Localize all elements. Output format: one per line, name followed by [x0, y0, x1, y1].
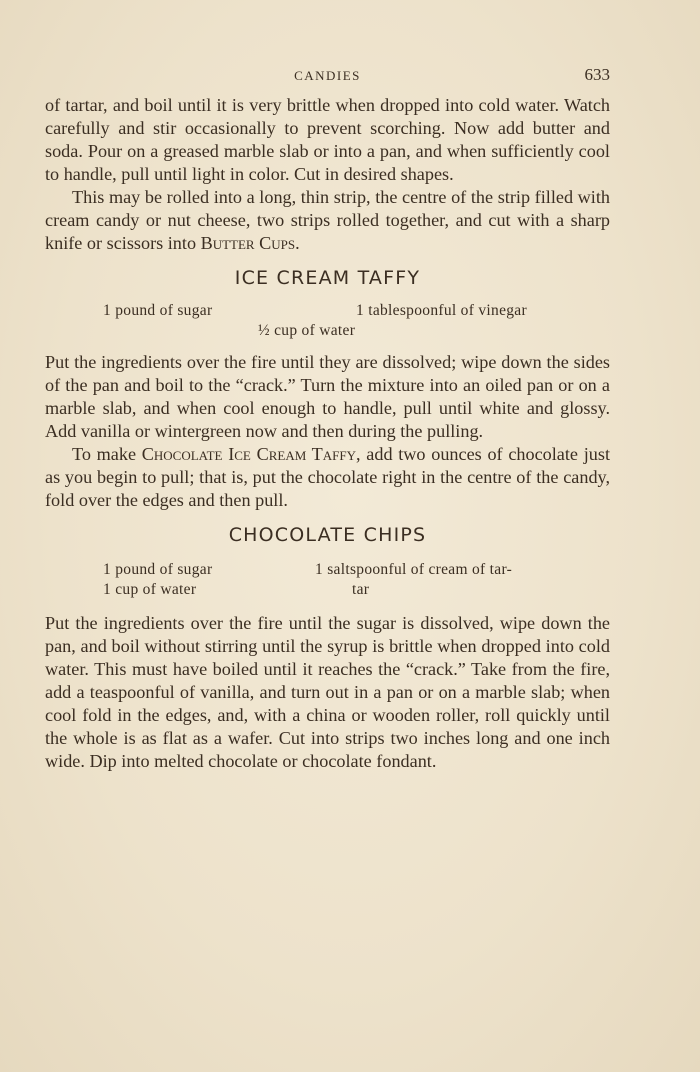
running-title: CANDIES: [294, 68, 361, 83]
recipe-title-ice-cream-taffy: ICE CREAM TAFFY: [234, 267, 421, 289]
small-caps-term: Chocolate Ice Cream Taffy: [141, 444, 357, 464]
ice-cream-taffy-paragraph-2: [45, 443, 610, 512]
chocolate-chips-paragraph-1: Put the ingredients over the fire until the sugar is dissolved, wipe down the pan, and boil without stirring until the syrup is brittle when dropped into cold water. This must have boiled until it reaches the “crack.” Take from the fire, add a teaspoonful of vanilla, and turn out in a pan or on a marble slab; when cool fold in the edges, and, with a china or wooden roller, roll quickly until the whole is as flat as a wafer. Cut into strips two inches long and one inch wide. Dip into melted chocolate or chocolate fondant.: [45, 613, 610, 771]
ingredient-list-ice-cream-taffy: [45, 301, 610, 345]
page-header: [45, 60, 610, 94]
book-page: [45, 60, 610, 773]
ingredient-list-chocolate-chips: [45, 560, 610, 604]
recipe-title-chocolate-chips: CHOCOLATE CHIPS: [228, 524, 427, 546]
ingredient-item: 1 tablespoonful of vinegar: [356, 302, 527, 319]
page-number: 633: [584, 65, 610, 84]
text-run: .: [295, 233, 300, 253]
ingredient-item: ½ cup of water: [258, 322, 356, 339]
text-run: This may be rolled into a long, thin strip, the centre of the strip filled with cream candy or nut cheese, two strips rolled together, and cut with a sharp knife or scissors into: [45, 187, 610, 253]
ingredient-item: 1 saltspoonful of cream of tar-: [315, 561, 513, 578]
butter-cups-paragraph-1: of tartar, and boil until it is very brittle when dropped into cold water. Watch carefully and stir occasionally to prevent scorching. Now add butter and soda. Pour on a greased marble slab or into a pan, and when sufficiently cool to handle, pull until light in color. Cut in desired shapes.: [45, 95, 610, 184]
ingredient-item: 1 pound of sugar: [103, 561, 213, 578]
text-run: , add two ounces of chocolate just as you begin to pull; that is, put the chocolate right in the centre of the candy, fold over the edges and then pull.: [45, 444, 610, 510]
ingredient-item: 1 cup of water: [103, 581, 197, 598]
ice-cream-taffy-paragraph-1: Put the ingredients over the fire until they are dissolved; wipe down the sides of the pan and boil to the “crack.” Turn the mixture into an oiled pan or on a marble slab, and when cool enough to handle, pull until white and glossy. Add vanilla or wintergreen now and then during the pulling.: [45, 352, 610, 441]
text-run: To make: [72, 444, 142, 464]
butter-cups-paragraph-2: [45, 186, 610, 255]
ingredient-item: tar: [352, 581, 370, 598]
ingredient-item: 1 pound of sugar: [103, 302, 213, 319]
small-caps-term: Butter Cups: [200, 233, 296, 253]
